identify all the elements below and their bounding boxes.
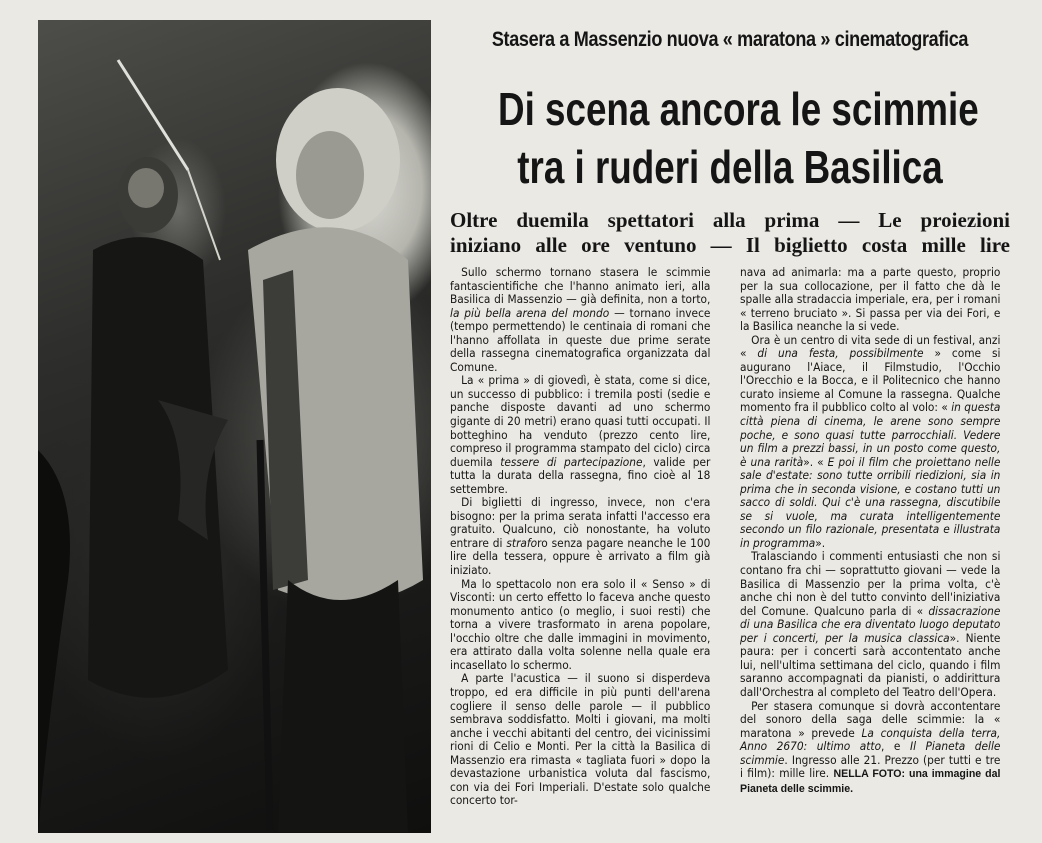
- film-still-photo: [38, 20, 431, 833]
- paragraph: Ma lo spettacolo non era solo il « Senso » di Visconti: un certo effetto lo faceva anche questo monumento antico (o meglio, i suoi resti) che torna a vivere trasformato in arena popolare, l'occhio oltre che dalle immagini in movimento, era attirato dalla volta solenne nella quale era incasellato lo schermo.: [450, 576, 711, 672]
- paragraph: Ora è un centro di vita sede di un festival, anzi « di una festa, possibilmente » come si augurano l'Aiace, il Filmstudio, l'Occhio l'Orecchio e la Bocca, e il Politecnico che hanno curato insieme al Comune la rassegna. Qualche momento fra il pubblico colto al volo: « in questa città piena di cinema, le arene sono sempre poche, e sono quasi tutte parrocchiali. Vedere un film a prezzi bassi, in un posto come questo, è una rarità». « E poi il film che proiettano nelle sale d'estate: sono tutte orribili riedizioni, sia in prima che in seconda visione, e costano tutti un sacco di soldi. Qui c'è una rassegna, discutibile se si vuole, ma curata intelligentemente secondo un filo razionale, presentata e illustrata in programma».: [740, 332, 1001, 550]
- article-column-2: [740, 266, 1000, 796]
- paragraph: nava ad animarla: ma a parte questo, proprio per la sua collocazione, per il fatto che dà le spalle alla stradaccia imperiale, era, per i romani « terreno bruciato ». Si passa per via dei Fori, e la Basilica neanche la si vede.: [740, 265, 1001, 334]
- paragraph: A parte l'acustica — il suono si disperdeva troppo, ed era difficile in più punti dell'arena cogliere il senso delle parole — il pubblico sembrava soddisfatto. Molti i giovani, ma molti anche i vecchi abitanti del centro, dei vicinissimi rioni di Celio e Monti. Per la città la Basilica di Massenzio era rimasta « tagliata fuori » dopo la devastazione urbanistica voluta dal fascismo, con via dei Fori Imperiali. D'estate solo qualche concerto tor-: [450, 671, 711, 808]
- main-headline: [498, 80, 979, 196]
- subhead-line-1: Oltre duemila spettatori alla prima — Le proiezioni: [450, 208, 1010, 232]
- paragraph: Sullo schermo tornano stasera le scimmie fantascientifiche che l'hanno animato ieri, alla Basilica di Massenzio — già definita, non a torto, la più bella arena del mondo — tornano invece (tempo permettendo) le centinaia di romani che l'hanno affollata in queste due prime serate della rassegna cinematografica organizzata dal Comune.: [450, 265, 711, 374]
- paragraph: Tralasciando i commenti entusiasti che non si contano fra chi — soprattutto giovani — vede la Basilica di Massenzio per la prima volta, c'è anche chi non è del tutto convinto dell'iniziativa del Comune. Qualcuno parla di « dissacrazione di una Basilica che era diventato luogo deputato per i concerti, per la musica classica». Niente paura: per i concerti sarà accontentato anche lui, nell'ultima settimana del ciclo, quando i film saranno accompagnati da pianisti, o addirittura dall'Orchestra al completo del Teatro dell'Opera.: [740, 549, 1001, 699]
- headline-line-1: Di scena ancora le scimmie: [498, 83, 979, 135]
- headline-line-2: tra i ruderi della Basilica: [517, 141, 943, 193]
- subheadline: [450, 208, 1010, 258]
- paragraph: Di biglietti di ingresso, invece, non c'era bisogno: per la prima serata infatti l'accesso era gratuito. Qualcuno, ciò nonostante, ha voluto entrare di straforo senza pagare neanche le 100 lire della tessera, oppure è arrivato a film già iniziato.: [450, 495, 711, 578]
- paragraph: Per stasera comunque si dovrà accontentare del sonoro della saga delle scimmie: la « maratona » prevede La conquista della terra, Anno 2670: ultimo atto, e Il Pianeta delle scimmie. Ingresso alle 21. Prezzo (per tutti e tre i film): mille lire. NELLA FOTO: una immagine dal Pianeta delle scimmie.: [740, 698, 1001, 795]
- paragraph: La « prima » di giovedì, è stata, come si dice, un successo di pubblico: i tremila posti (sedie e panche disposte davanti ad uno schermo gigante di 20 metri) erano quasi tutti occupati. Il botteghino ha venduto (prezzo cento lire, compreso il programma stampato del ciclo) circa duemila tessere di partecipazione, valide per tutta la durata della rassegna, fino cioè al 18 settembre.: [450, 373, 711, 496]
- article-column-1: [450, 266, 710, 808]
- photo-figures: [38, 20, 431, 833]
- subhead-line-2: iniziano alle ore ventuno — Il biglietto costa mille lire: [450, 233, 1010, 257]
- photo-caption: NELLA FOTO: una immagine dal Pianeta delle scimmie.: [740, 768, 1001, 795]
- kicker-headline: Stasera a Massenzio nuova « maratona » cinematografica: [491, 28, 969, 51]
